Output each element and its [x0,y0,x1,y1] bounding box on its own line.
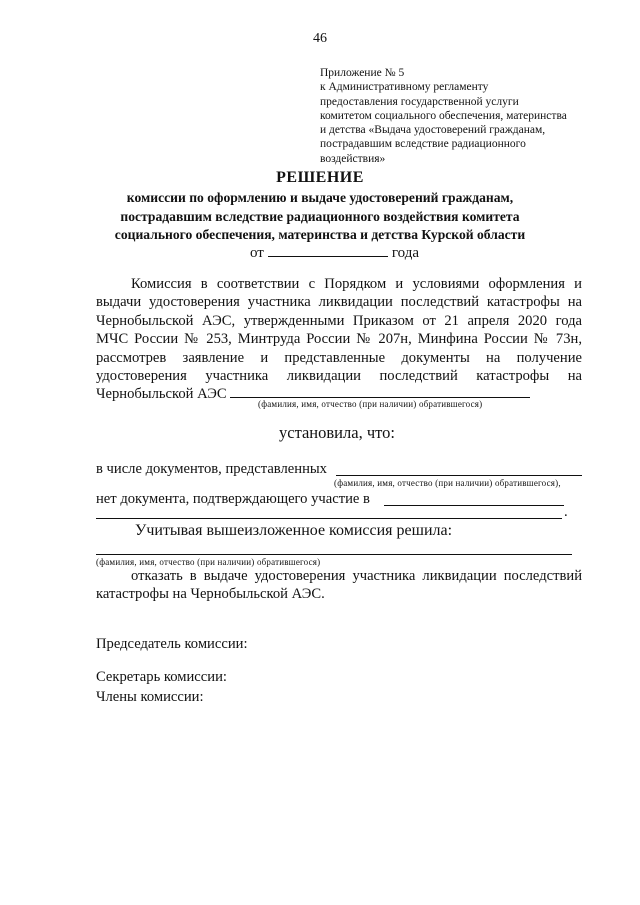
subtitle-line: пострадавшим вследствие радиационного воздействия комитета [120,208,520,224]
appendix-line: комитетом социального обеспечения, материнства [320,109,567,122]
paragraph-line: МЧС России № 253, Минтруда России № 207н, Минфина России № 73н, [96,331,582,348]
subtitle-line: комиссии по оформлению и выдаче удостоверений гражданам, [126,190,514,205]
applicant-name-blank [230,385,530,398]
paragraph-line: Комиссия в соответствии с Порядком и условиями оформления и [131,276,582,292]
decision-line: Учитывая вышеизложенное комиссия решила: [135,522,453,539]
appendix-line: и детства «Выдача удостоверений гражданам, [320,124,546,137]
refusal-line: катастрофы на Чернобыльской АЭС. [96,586,325,603]
paragraph-line: выдачи удостоверения участника ликвидации последствий катастрофы на [96,294,582,311]
date-line [250,242,419,262]
page-number: 46 [313,31,327,46]
paragraph-line: удостоверения участника ликвидации последствий катастрофы на [96,368,582,385]
paragraph-last-text: Чернобыльской АЭС [96,386,227,403]
caption-fio: (фамилия, имя, отчество (при наличии) обратившегося) [258,399,483,409]
refusal-paragraph [96,567,582,604]
decision-blank [96,554,572,555]
participation-blank [384,505,564,506]
documents-blank [336,475,582,476]
chairman-label: Председатель комиссии: [96,636,248,652]
main-paragraph [96,275,582,404]
appendix-line: воздействия» [320,152,386,165]
participation-blank-2 [96,518,562,519]
paragraph-line: рассмотрев заявление и представленные документы на получение [96,349,582,366]
caption-fio-2: (фамилия, имя, отчество (при наличии) обратившегося), [334,478,561,488]
appendix-header [320,66,567,166]
appendix-line: к Административному регламенту [320,81,489,94]
appendix-line: предоставления государственной услуги [320,95,519,108]
period: . [564,504,568,520]
document-subtitle [0,189,640,245]
subtitle-line: социального обеспечения, материнства и детства Курской области [114,227,526,242]
caption-fio-3: (фамилия, имя, отчество (при наличии) обратившегося) [96,557,321,567]
established-heading: установила, что: [279,423,395,442]
documents-line: в числе документов, представленных [96,461,327,477]
date-prefix: от [250,245,264,261]
document-title: РЕШЕНИЕ [276,169,364,186]
refusal-line: отказать в выдаче удостоверения участника ликвидации последствий [131,568,582,584]
appendix-line: Приложение № 5 [320,67,405,79]
members-label: Члены комиссии: [96,689,204,705]
date-suffix: года [391,245,419,261]
paragraph-line: Чернобыльской АЭС, утвержденными Приказом от 21 апреля 2020 года [96,312,582,329]
appendix-line: пострадавшим вследствие радиационного [320,138,526,151]
secretary-label: Секретарь комиссии: [96,669,227,685]
date-blank [268,242,388,257]
no-document-line: нет документа, подтверждающего участие в [96,491,370,507]
